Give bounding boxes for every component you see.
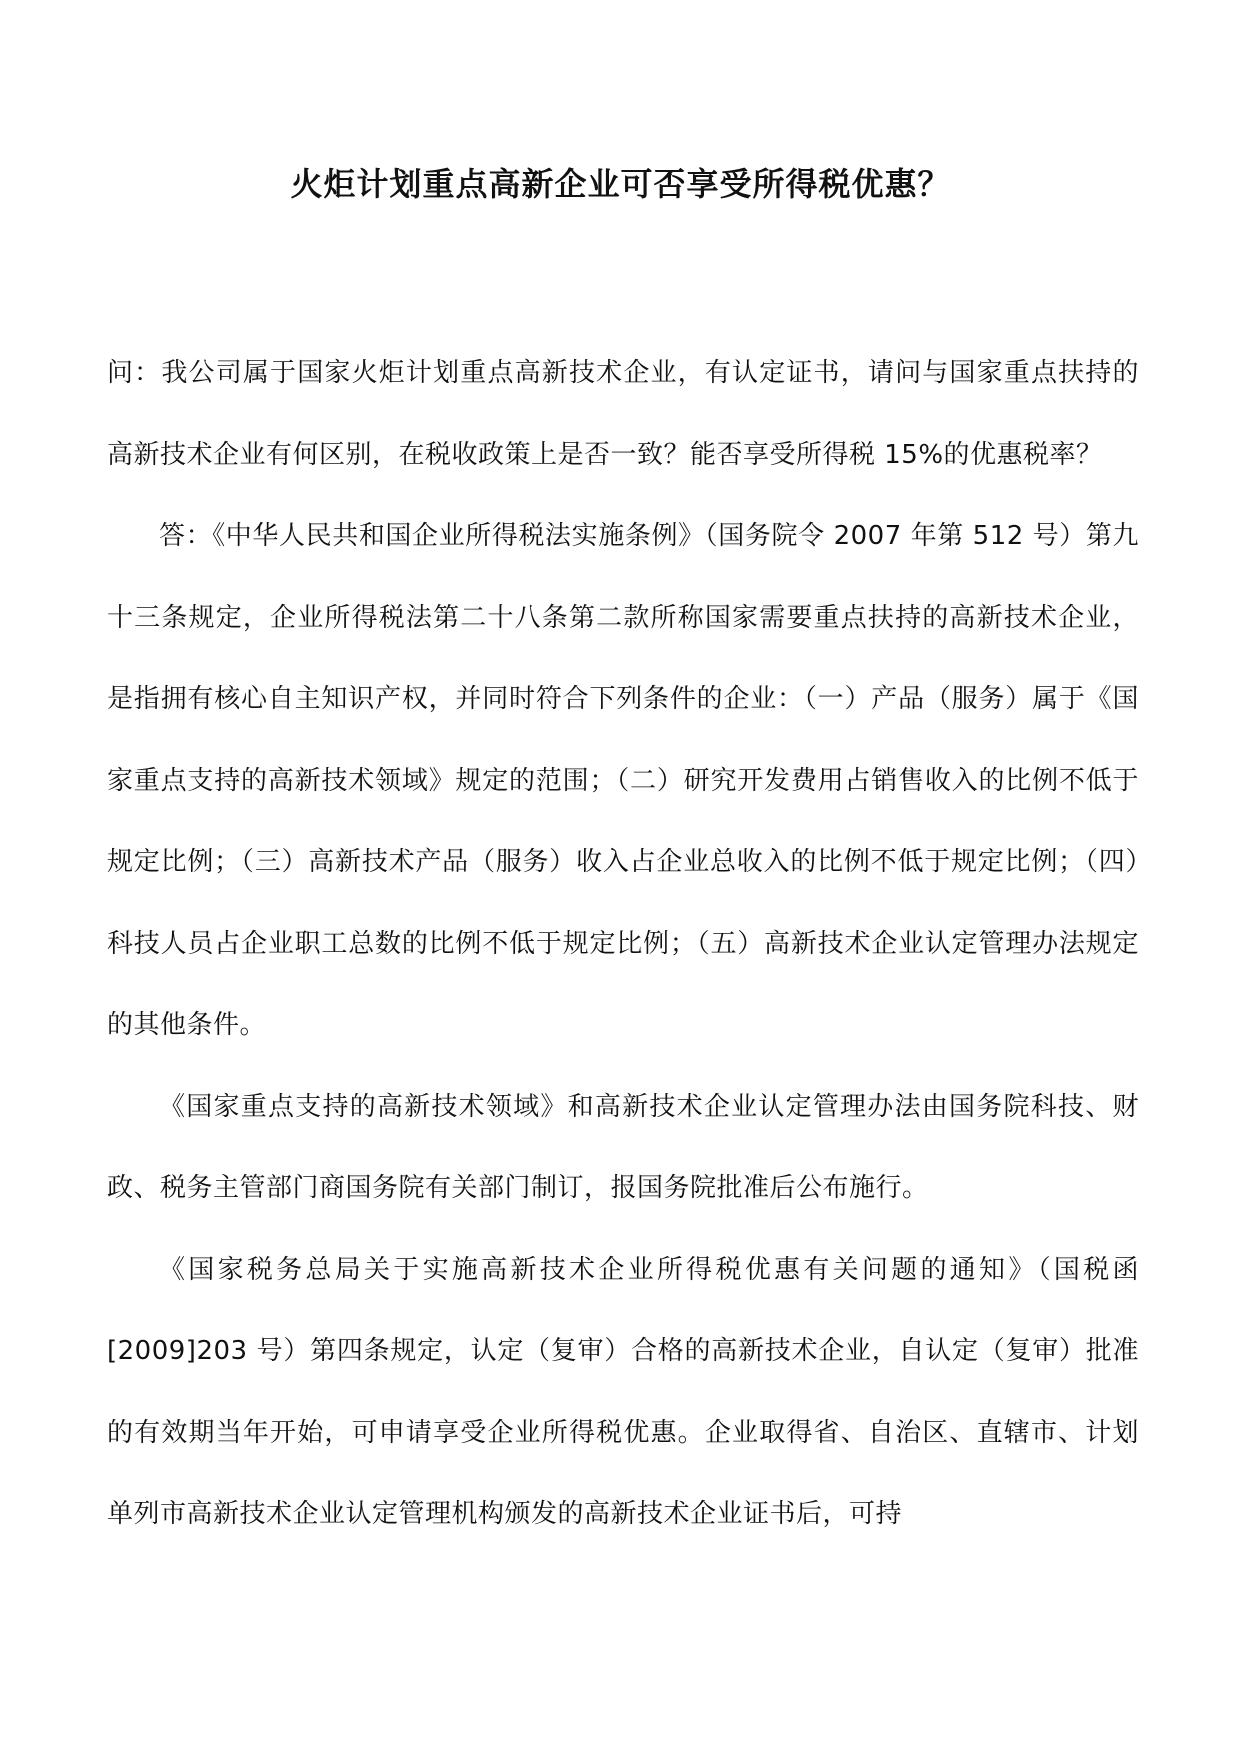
answer-paragraph: 答：《中华人民共和国企业所得税法实施条例》（国务院令 2007 年第 512 号）第九十三条规定，企业所得税法第二十八条第二款所称国家需要重点扶持的高新技术企业，是指拥有核心自主知识产权，并同时符合下列条件的企业：（一）产品（服务）属于《国家重点支持的高新技术领域》规定的范围；（二）研究开发费用占销售收入的比例不低于规定比例；（三）高新技术产品（服务）收入占企业总收入的比例不低于规定比例；（四）科技人员占企业职工总数的比例不低于规定比例；（五）高新技术企业认定管理办法规定的其他条件。 (107, 521, 1139, 1040)
document-body (107, 333, 1139, 1556)
question-paragraph: 问：我公司属于国家火炬计划重点高新技术企业，有认定证书，请问与国家重点扶持的高新技术企业有何区别，在税收政策上是否一致？能否享受所得税 15%的优惠税率？ (107, 358, 1139, 470)
body-paragraph: 《国家重点支持的高新技术领域》和高新技术企业认定管理办法由国务院科技、财政、税务主管部门商国务院有关部门制订，报国务院批准后公布施行。 (107, 1091, 1139, 1203)
body-paragraph: 《国家税务总局关于实施高新技术企业所得税优惠有关问题的通知》（国税函[2009]203 号）第四条规定，认定（复审）合格的高新技术企业，自认定（复审）批准的有效期当年开始，可申请享受企业所得税优惠。企业取得省、自治区、直辖市、计划单列市高新技术企业认定管理机构颁发的高新技术企业证书后，可持 (107, 1254, 1139, 1529)
document-title: 火炬计划重点高新企业可否享受所得税优惠？ (290, 165, 951, 203)
